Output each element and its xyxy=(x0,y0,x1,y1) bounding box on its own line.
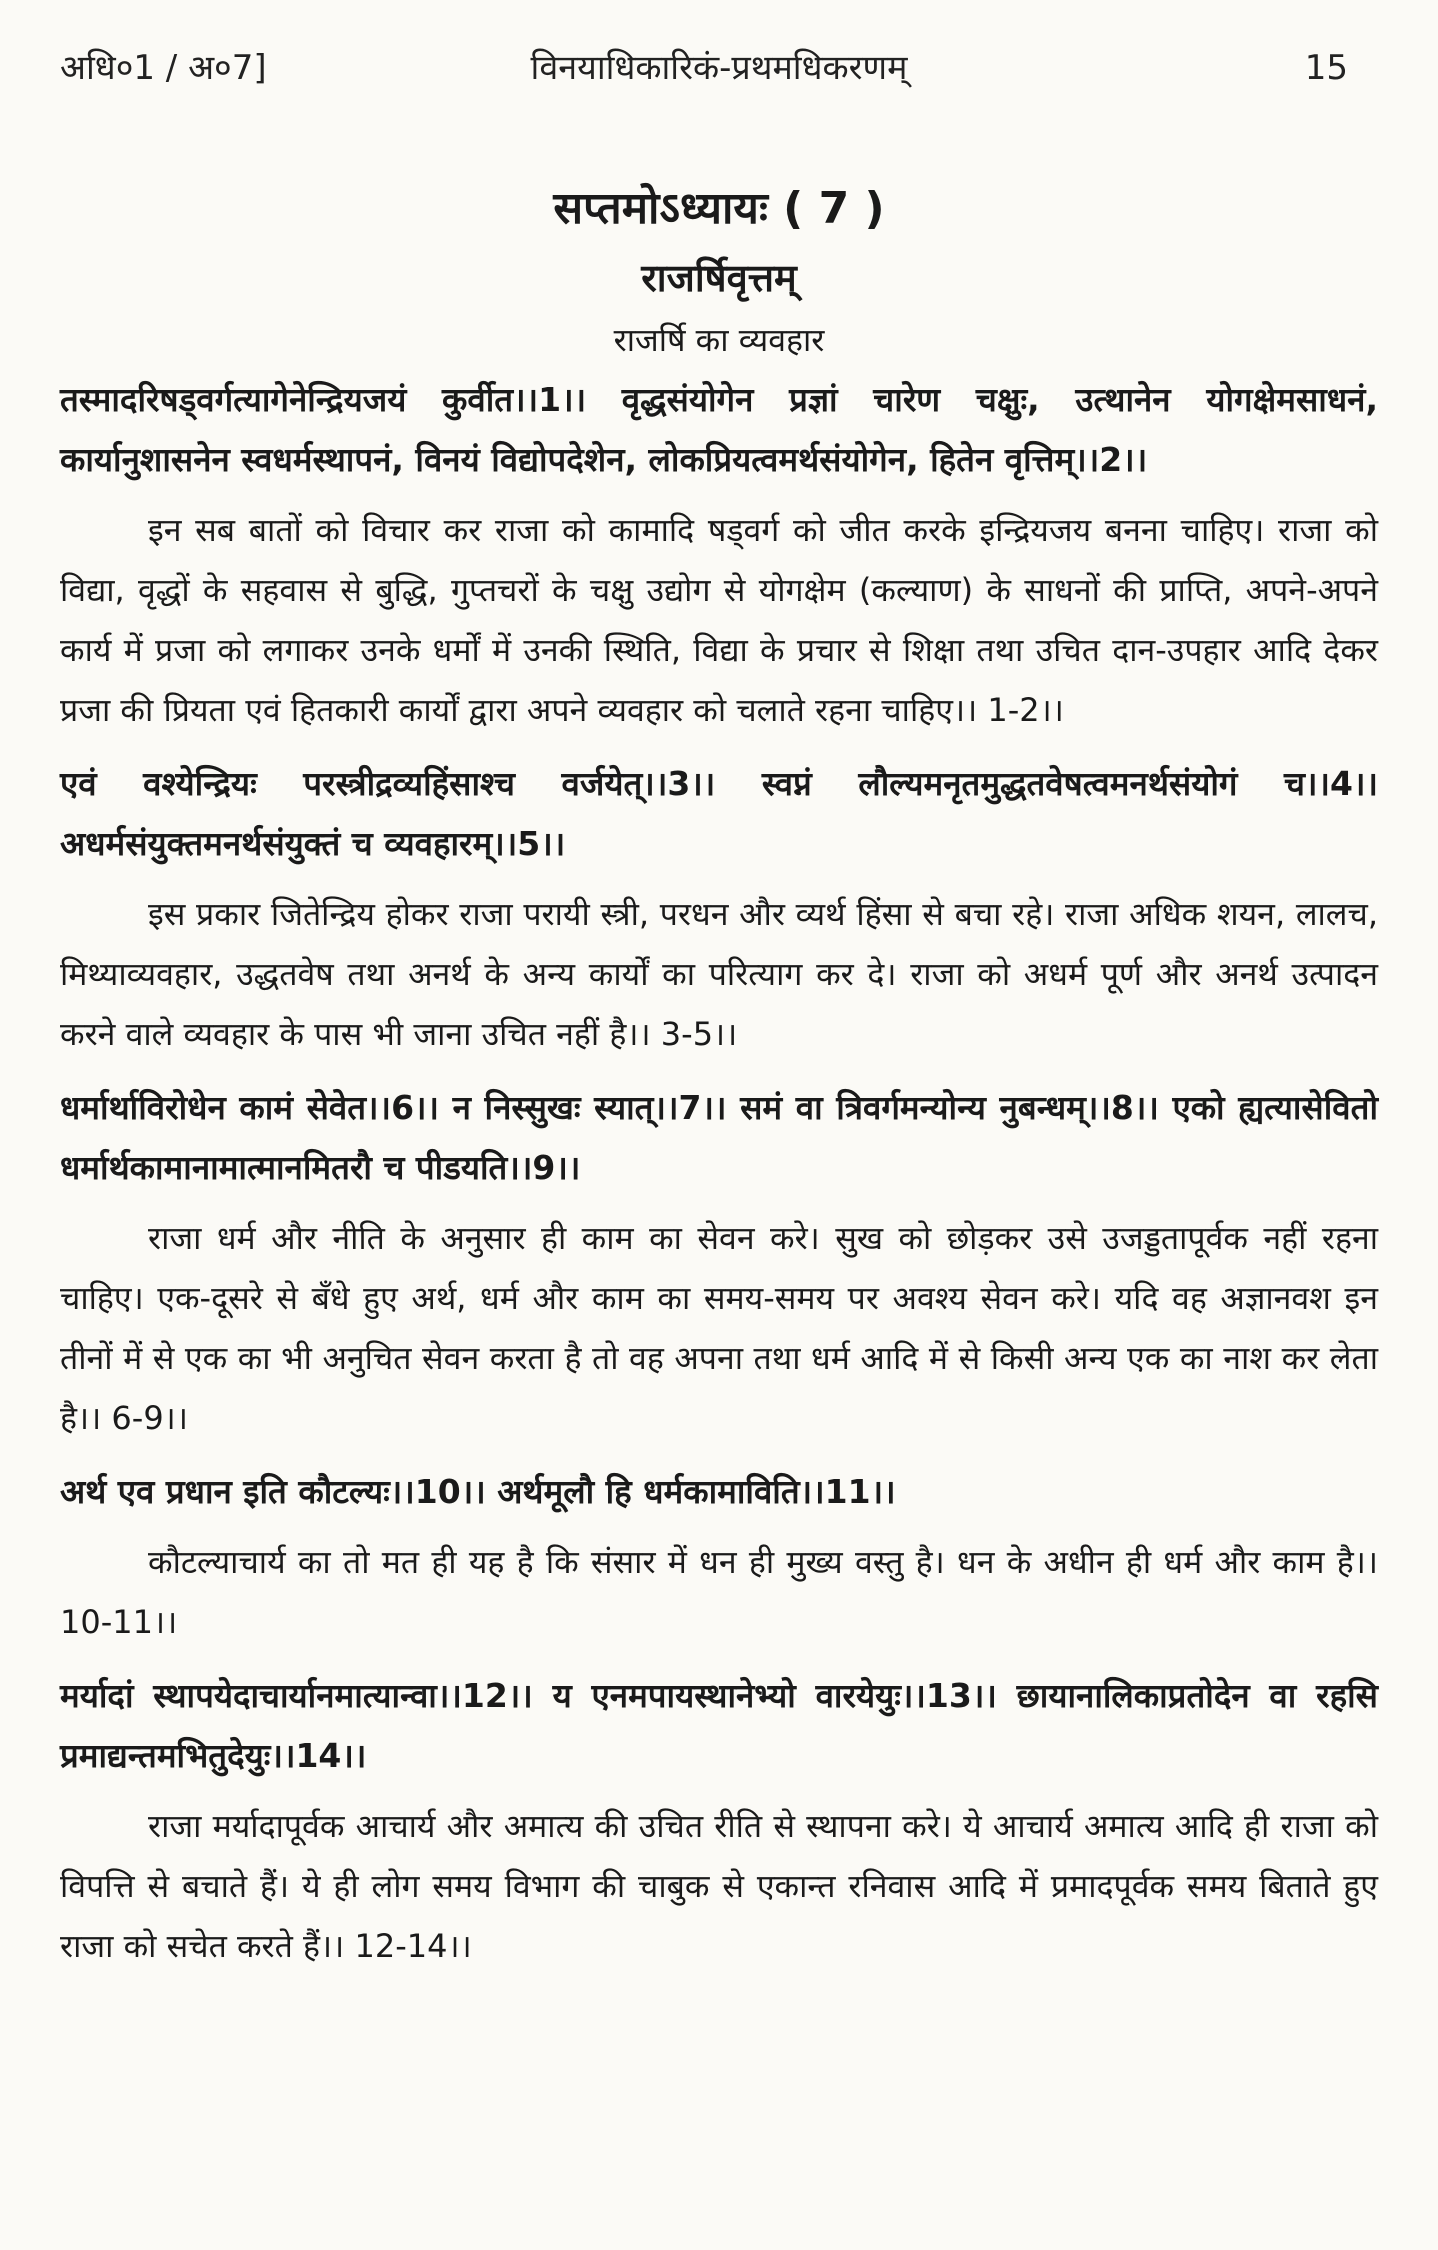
sanskrit-verse: तस्मादरिषड्वर्गत्यागेनेन्द्रियजयं कुर्वीत।।1।। वृद्धसंयोगेन प्रज्ञां चारेण चक्षुः, उत्थानेन योगक्षेमसाधनं, कार्यानुशासनेन स्वधर्मस्थापनं, विनयं विद्योपदेशेन, लोकप्रियत्वमर्थसंयोगेन, हितेन वृत्तिम्।।2।। xyxy=(60,380,1378,479)
verse-section-2 xyxy=(60,754,1378,1064)
sanskrit-verse: अर्थ एव प्रधान इति कौटल्यः।।10।। अर्थमूलौ हि धर्मकामाविति।।11।। xyxy=(60,1472,896,1511)
sanskrit-verse: धर्मार्थाविरोधेन कामं सेवेत।।6।। न निस्सुखः स्यात्।।7।। समं वा त्रिवर्गमन्योन्य नुबन्धम्।।8।। एको ह्यत्यासेवितो धर्मार्थकामानामात्मानमितरौ च पीडयति।।9।। xyxy=(60,1088,1378,1187)
verse-section-5 xyxy=(60,1666,1378,1976)
page-number: 15 xyxy=(1304,48,1348,88)
hindi-commentary: कौटल्याचार्य का तो मत ही यह है कि संसार में धन ही मुख्य वस्तु है। धन के अधीन ही धर्म और काम है।। 10-11।। xyxy=(60,1543,1378,1641)
verse-section-3 xyxy=(60,1078,1378,1448)
sanskrit-verse: एवं वश्येन्द्रियः परस्त्रीद्रव्यहिंसाश्च वर्जयेत्।।3।। स्वप्नं लौल्यमनृतमुद्धतवेषत्वमनर्थसंयोगं च।।4।। अधर्मसंयुक्तमनर्थसंयुक्तं च व्यवहारम्।।5।। xyxy=(60,764,1378,863)
hindi-commentary: राजा मर्यादापूर्वक आचार्य और अमात्य की उचित रीति से स्थापना करे। ये आचार्य अमात्य आदि ही राजा को विपत्ति से बचाते हैं। ये ही लोग समय विभाग की चाबुक से एकान्त रनिवास आदि में प्रमादपूर्वक समय बिताते हुए राजा को सचेत करते हैं।। 12-14।। xyxy=(60,1807,1378,1965)
running-header xyxy=(60,38,1378,98)
verse-section-1 xyxy=(60,370,1378,740)
section-reference: अधि०1 / अ०7] xyxy=(60,48,267,88)
chapter-subtitle: राजर्षिवृत्तम् xyxy=(641,256,797,300)
chapter-hindi-subtitle: राजर्षि का व्यवहार xyxy=(613,321,825,359)
hindi-commentary: राजा धर्म और नीति के अनुसार ही काम का सेवन करे। सुख को छोड़कर उसे उजड्डतापूर्वक नहीं रहना चाहिए। एक-दूसरे से बँधे हुए अर्थ, धर्म और काम का समय-समय पर अवश्य सेवन करे। यदि वह अज्ञानवश इन तीनों में से एक का भी अनुचित सेवन करता है तो वह अपना तथा धर्म आदि में से किसी अन्य एक का नाश कर लेता है।। 6-9।। xyxy=(60,1219,1378,1437)
chapter-title: सप्तमोऽध्यायः ( 7 ) xyxy=(553,183,885,234)
hindi-commentary: इन सब बातों को विचार कर राजा को कामादि षड्वर्ग को जीत करके इन्द्रियजय बनना चाहिए। राजा को विद्या, वृद्धों के सहवास से बुद्धि, गुप्तचरों के चक्षु उद्योग से योगक्षेम (कल्याण) के साधनों की प्राप्ति, अपने-अपने कार्य में प्रजा को लगाकर उनके धर्मों में उनकी स्थिति, विद्या के प्रचार से शिक्षा तथा उचित दान-उपहार आदि देकर प्रजा की प्रियता एवं हितकारी कार्यों द्वारा अपने व्यवहार को चलाते रहना चाहिए।। 1-2।। xyxy=(60,511,1378,729)
verse-section-4 xyxy=(60,1462,1378,1652)
book-part-title: विनयाधिकारिकं-प्रथमधिकरणम् xyxy=(530,48,908,88)
hindi-commentary: इस प्रकार जितेन्द्रिय होकर राजा परायी स्त्री, परधन और व्यर्थ हिंसा से बचा रहे। राजा अधिक शयन, लालच, मिथ्याव्यवहार, उद्धतवेष तथा अनर्थ के अन्य कार्यों का परित्याग कर दे। राजा को अधर्म पूर्ण और अनर्थ उत्पादन करने वाले व्यवहार के पास भी जाना उचित नहीं है।। 3-5।। xyxy=(60,895,1378,1053)
sanskrit-verse: मर्यादां स्थापयेदाचार्यानमात्यान्वा।।12।। य एनमपायस्थानेभ्यो वारयेयुः।।13।। छायानालिकाप्रतोदेन वा रहसि प्रमाद्यन्तमभितुदेयुः।।14।। xyxy=(60,1676,1378,1775)
